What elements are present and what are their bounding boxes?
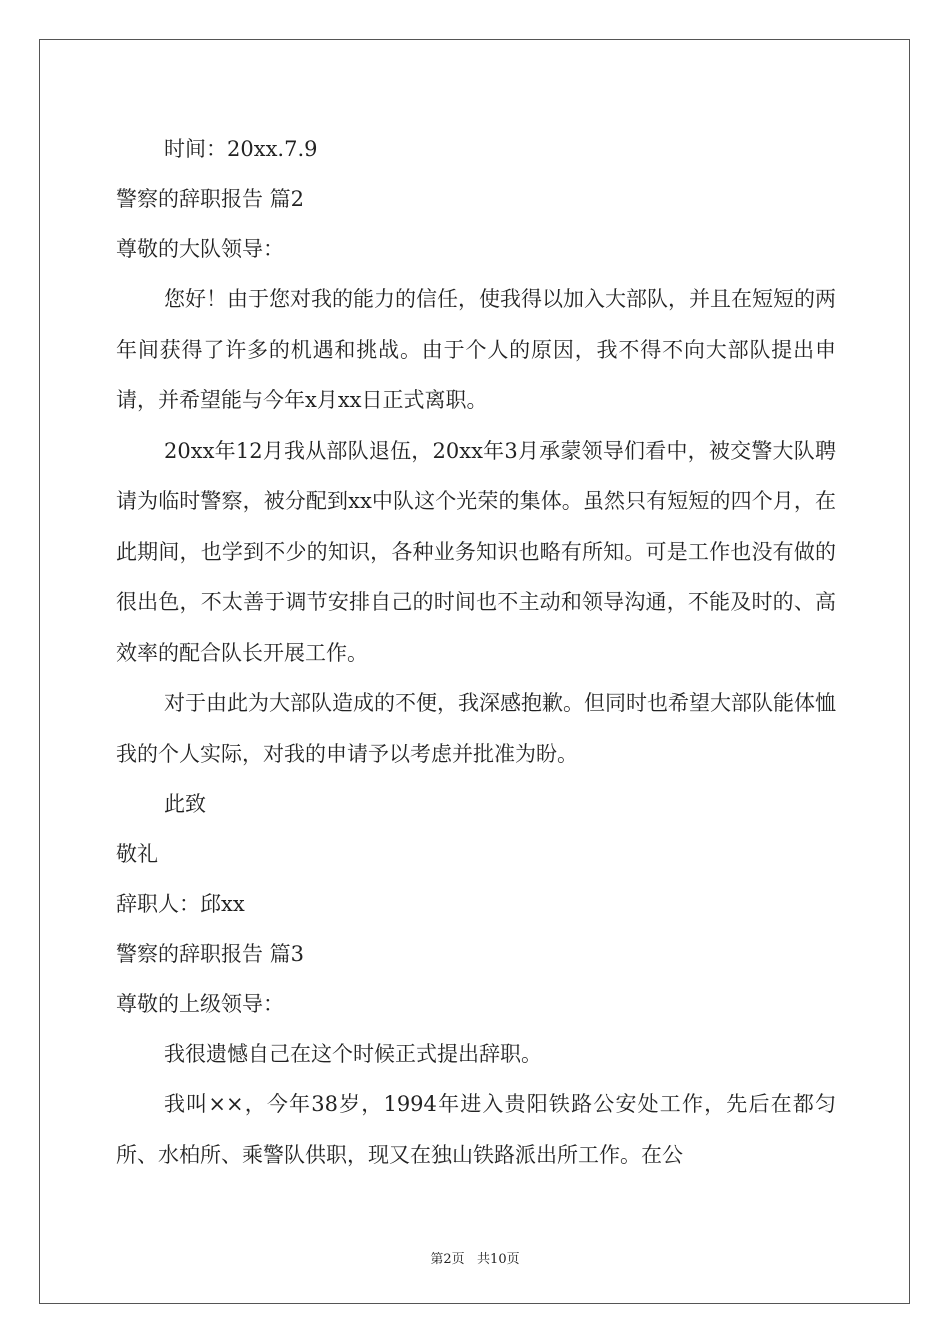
closing-line: 此致 bbox=[164, 792, 206, 816]
section-heading: 警察的辞职报告 篇3 bbox=[116, 942, 305, 966]
paragraph: 您好！由于您对我的能力的信任，使我得以加入大部队，并且在短短的两年间获得了许多的机遇和挑战。由于个人的原因，我不得不向大部队提出申请，并希望能与今年x月xx日正式离职。 bbox=[116, 287, 836, 412]
signature-line: 辞职人：邱xx bbox=[116, 892, 245, 916]
section-heading: 警察的辞职报告 篇2 bbox=[116, 187, 305, 211]
paragraph: 我叫××，今年38岁，1994年进入贵阳铁路公安处工作，先后在都匀所、水柏所、乘警队供职，现又在独山铁路派出所工作。在公 bbox=[116, 1092, 836, 1167]
closing-line: 敬礼 bbox=[116, 842, 158, 866]
salutation: 尊敬的大队领导： bbox=[116, 237, 284, 261]
paragraph: 20xx年12月我从部队退伍，20xx年3月承蒙领导们看中，被交警大队聘请为临时警察，被分配到xx中队这个光荣的集体。虽然只有短短的四个月，在此期间，也学到不少的知识，各种业务知识也略有所知。可是工作也没有做的很出色，不太善于调节安排自己的时间也不主动和领导沟通，不能及时的、高效率的配合队长开展工作。 bbox=[116, 438, 836, 665]
paragraph: 我很遗憾自己在这个时候正式提出辞职。 bbox=[164, 1042, 542, 1066]
time-line: 时间：20xx.7.9 bbox=[164, 137, 318, 161]
paragraph: 对于由此为大部队造成的不便，我深感抱歉。但同时也希望大部队能体恤我的个人实际，对我的申请予以考虑并批准为盼。 bbox=[116, 691, 836, 766]
document-body bbox=[116, 124, 836, 1180]
salutation: 尊敬的上级领导： bbox=[116, 992, 284, 1016]
page-number-footer: 第2页 共10页 bbox=[430, 1252, 520, 1267]
